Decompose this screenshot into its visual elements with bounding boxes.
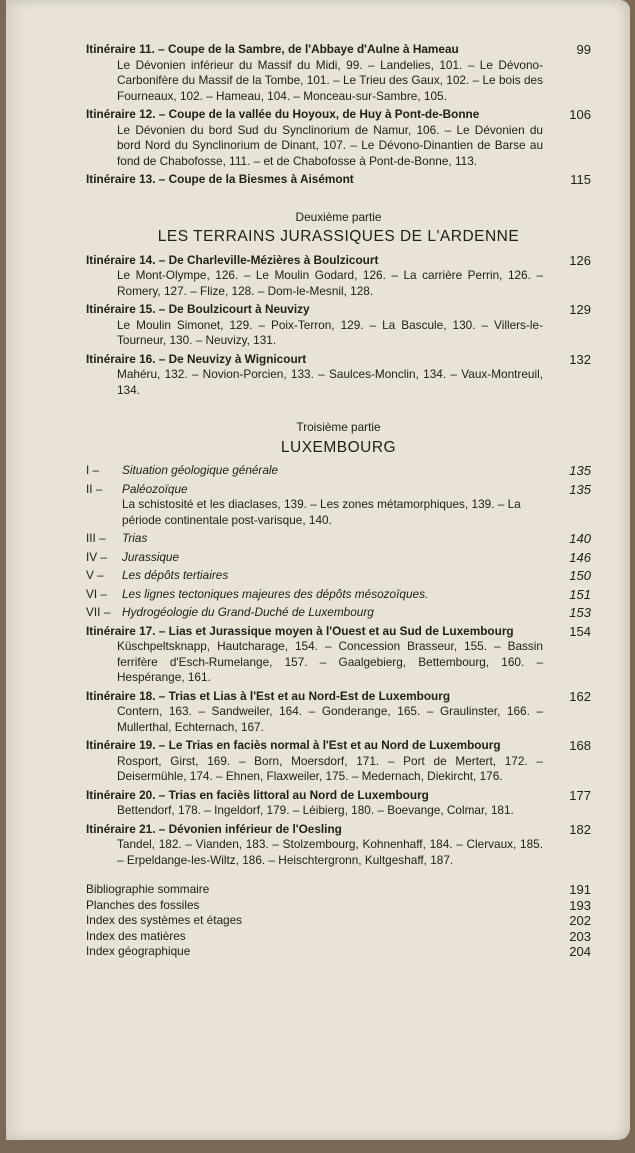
chapter-title: Paléozoïque xyxy=(122,481,188,496)
page-number: 203 xyxy=(569,928,591,944)
part-header xyxy=(86,420,591,455)
chapter-number: II – xyxy=(86,481,103,496)
page-number: 162 xyxy=(569,688,591,704)
back-matter-item xyxy=(86,913,591,929)
page-number: 129 xyxy=(569,302,591,317)
chapter-entry xyxy=(86,482,591,529)
page-number: 151 xyxy=(569,586,591,602)
itinerary-entry xyxy=(86,253,591,300)
chapter-title: Trias xyxy=(122,531,148,545)
chapter-entry xyxy=(86,550,591,566)
itinerary-stops: Bettendorf, 178. – Ingeldorf, 179. – Léibierg, 180. – Boevange, Colmar, 181. xyxy=(117,803,514,817)
back-matter-item xyxy=(86,898,591,914)
chapter-number: I – xyxy=(86,463,100,477)
itinerary-stops: Le Dévonien du bord Sud du Synclinorium de Namur, 106. – Le Dévonien du bord Nord du Synclinorium de Dinant, 107. – Le Dévono-Dinantien de Barse au fond de Chabofosse, 111. – et de Chabofosse à Pont-de-Bonne, 113. xyxy=(117,122,543,168)
itinerary-title: Itinéraire 17. – Lias et Jurassique moyen à l'Ouest et au Sud de Luxembourg xyxy=(86,623,514,638)
page-number: 191 xyxy=(569,882,591,897)
itinerary-stops: Le Mont-Olympe, 126. – Le Moulin Godard, 126. – La carrière Perrin, 126. – Romery, 127. – Flize, 128. – Dom-le-Mesnil, 128. xyxy=(117,268,543,298)
page-number: 99 xyxy=(576,42,591,57)
page-number: 154 xyxy=(569,623,591,639)
page-number: 153 xyxy=(569,605,591,620)
back-matter-label: Planches des fossiles xyxy=(86,897,200,912)
itinerary-title: Itinéraire 20. – Trias en faciès littoral au Nord de Luxembourg xyxy=(86,787,429,802)
itinerary-stops: Le Moulin Simonet, 129. – Poix-Terron, 129. – La Bascule, 130. – Villers-le-Tourneur, 130. – Neuvizy, 131. xyxy=(117,317,543,347)
itinerary-entry xyxy=(86,352,591,399)
back-matter-label: Index géographique xyxy=(86,944,191,958)
part-label: Troisième partie xyxy=(296,420,381,434)
itinerary-stops: Rosport, Girst, 169. – Born, Moersdorf, 171. – Port de Mertert, 172. – Deisermühle, 174. – Ehnen, Flaxweiler, 175. – Medernach, Diekircht, 176. xyxy=(117,753,543,783)
chapter-subsections: La schistosité et les diaclases, 139. – Les zones métamorphiques, 139. – La période continentale post-varisque, 140. xyxy=(122,497,521,527)
table-of-contents xyxy=(86,42,591,960)
itinerary-stops: Contern, 163. – Sandweiler, 164. – Gonderange, 165. – Graulinster, 166. – Mullerthal, Echternach, 167. xyxy=(117,704,543,734)
book-page xyxy=(6,0,630,1140)
chapter-title: Jurassique xyxy=(122,549,180,564)
page-number: 115 xyxy=(570,172,591,187)
itinerary-stops: Tandel, 182. – Vianden, 183. – Stolzembourg, Kohnenhaff, 184. – Clervaux, 185. – Erpeldange-les-Wiltz, 186. – Heischtergronn, Kultgeshaff, 187. xyxy=(117,837,543,867)
chapter-title: Hydrogéologie du Grand-Duché de Luxembourg xyxy=(122,605,374,619)
chapter-number: III – xyxy=(86,531,106,545)
chapter-number: VI – xyxy=(86,586,107,601)
back-matter-item xyxy=(86,944,591,960)
itinerary-title: Itinéraire 21. – Dévonien inférieur de l'Oesling xyxy=(86,821,342,836)
page-number: 177 xyxy=(569,787,591,803)
page-number: 106 xyxy=(569,107,591,122)
itinerary-entry xyxy=(86,738,591,785)
itinerary-entry xyxy=(86,822,591,869)
chapter-entry xyxy=(86,605,591,621)
itinerary-title: Itinéraire 15. – De Boulzicourt à Neuvizy xyxy=(86,302,310,316)
back-matter-label: Bibliographie sommaire xyxy=(86,882,210,896)
part-header xyxy=(86,210,591,245)
itinerary-title: Itinéraire 12. – Coupe de la vallée du Hoyoux, de Huy à Pont-de-Bonne xyxy=(86,107,480,121)
page-number: 182 xyxy=(569,821,591,837)
back-matter-item xyxy=(86,929,591,945)
chapter-title: Situation géologique générale xyxy=(122,463,279,477)
itinerary-stops: Küschpeltsknapp, Hautcharage, 154. – Concession Brasseur, 155. – Bassin ferrifère d'Esch-Rumelange, 157. – Gaalgebierg, Bettembourg, 160. – Hespérange, 161. xyxy=(117,639,543,684)
page-number: 150 xyxy=(569,568,591,583)
chapter-entry xyxy=(86,463,591,479)
chapter-entry xyxy=(86,531,591,547)
itinerary-entry xyxy=(86,302,591,349)
itinerary-title: Itinéraire 13. – Coupe de la Biesmes à Aisémont xyxy=(86,172,354,186)
chapter-number: V – xyxy=(86,568,104,582)
page-number: 193 xyxy=(569,897,591,913)
page-number: 204 xyxy=(569,944,591,959)
chapter-number: VII – xyxy=(86,605,111,619)
chapter-title: Les lignes tectoniques majeures des dépôts mésozoïques. xyxy=(122,586,429,601)
page-number: 146 xyxy=(569,549,591,565)
itinerary-title: Itinéraire 14. – De Charleville-Mézières à Boulzicourt xyxy=(86,252,379,267)
page-number: 140 xyxy=(569,531,591,546)
chapter-number: IV – xyxy=(86,549,107,564)
back-matter-label: Index des matières xyxy=(86,928,186,943)
part-heading: LUXEMBOURG xyxy=(280,438,397,456)
page-number: 126 xyxy=(569,252,591,268)
itinerary-title: Itinéraire 19. – Le Trias en faciès normal à l'Est et au Nord de Luxembourg xyxy=(86,738,501,752)
itinerary-title: Itinéraire 16. – De Neuvizy à Wignicourt xyxy=(86,351,307,366)
itinerary-entry xyxy=(86,624,591,686)
part-heading: LES TERRAINS JURASSIQUES DE L'ARDENNE xyxy=(157,228,520,245)
page-number: 168 xyxy=(569,738,591,753)
itinerary-entry xyxy=(86,42,591,104)
page-number: 132 xyxy=(569,351,591,367)
chapter-entry xyxy=(86,568,591,584)
page-number: 135 xyxy=(569,463,591,478)
part-label: Deuxième partie xyxy=(295,209,382,224)
itinerary-title: Itinéraire 11. – Coupe de la Sambre, de l'Abbaye d'Aulne à Hameau xyxy=(86,42,459,56)
itinerary-entry xyxy=(86,788,591,819)
back-matter-item xyxy=(86,882,591,898)
page-number: 202 xyxy=(569,913,591,928)
back-matter-label: Index des systèmes et étages xyxy=(86,913,243,927)
chapter-title: Les dépôts tertiaires xyxy=(122,568,229,582)
itinerary-entry xyxy=(86,107,591,169)
itinerary-stops: Mahéru, 132. – Novion-Porcien, 133. – Saulces-Monclin, 134. – Vaux-Montreuil, 134. xyxy=(117,367,543,397)
itinerary-title: Itinéraire 18. – Trias et Lias à l'Est et au Nord-Est de Luxembourg xyxy=(86,688,451,703)
itinerary-entry xyxy=(86,172,591,188)
back-matter xyxy=(86,882,591,960)
chapter-entry xyxy=(86,587,591,603)
itinerary-entry xyxy=(86,689,591,736)
itinerary-stops: Le Dévonien inférieur du Massif du Midi, 99. – Landelies, 101. – Le Dévono-Carbonifère du Massif de la Tombe, 101. – Le Trieu des Gaux, 102. – Le bois des Fourneaux, 102. – Hameau, 104. – Monceau-sur-Sambre, 105. xyxy=(117,57,543,103)
page-number: 135 xyxy=(569,481,591,497)
